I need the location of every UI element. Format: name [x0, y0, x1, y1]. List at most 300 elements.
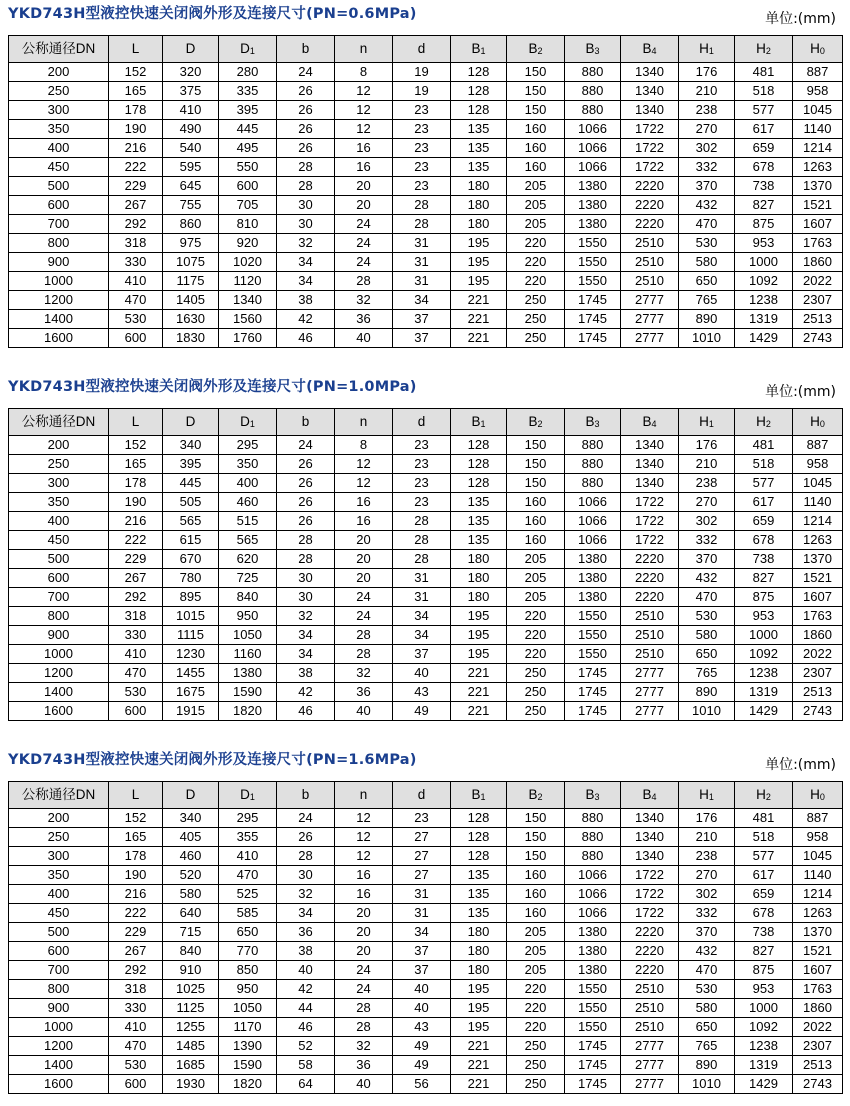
value-cell: 20	[335, 550, 393, 569]
value-cell: 28	[393, 196, 451, 215]
value-cell: 318	[109, 234, 163, 253]
value-cell: 1340	[621, 828, 679, 847]
dn-cell: 250	[9, 828, 109, 847]
value-cell: 890	[679, 683, 735, 702]
value-cell: 190	[109, 120, 163, 139]
value-cell: 31	[393, 253, 451, 272]
value-cell: 302	[679, 885, 735, 904]
value-cell: 43	[393, 1018, 451, 1037]
value-cell: 34	[393, 923, 451, 942]
section-header	[8, 0, 842, 35]
table-row	[9, 1075, 843, 1094]
value-cell: 23	[393, 455, 451, 474]
value-cell: 1405	[163, 291, 219, 310]
value-cell: 585	[219, 904, 277, 923]
value-cell: 1092	[735, 645, 793, 664]
value-cell: 2022	[793, 272, 843, 291]
dn-cell: 900	[9, 999, 109, 1018]
value-cell: 1370	[793, 177, 843, 196]
value-cell: 176	[679, 809, 735, 828]
value-cell: 221	[451, 1037, 507, 1056]
value-cell: 470	[109, 291, 163, 310]
value-cell: 31	[393, 885, 451, 904]
value-cell: 1092	[735, 272, 793, 291]
value-cell: 229	[109, 550, 163, 569]
table-row	[9, 512, 843, 531]
value-cell: 1214	[793, 512, 843, 531]
value-cell: 128	[451, 82, 507, 101]
value-cell: 1722	[621, 139, 679, 158]
dn-cell: 200	[9, 436, 109, 455]
value-cell: 238	[679, 474, 735, 493]
value-cell: 1830	[163, 329, 219, 348]
value-cell: 770	[219, 942, 277, 961]
value-cell: 1860	[793, 626, 843, 645]
table-row	[9, 626, 843, 645]
column-header-5: n	[335, 409, 393, 436]
value-cell: 36	[335, 683, 393, 702]
value-cell: 195	[451, 253, 507, 272]
value-cell: 250	[507, 1056, 565, 1075]
value-cell: 205	[507, 569, 565, 588]
value-cell: 36	[335, 1056, 393, 1075]
value-cell: 38	[277, 664, 335, 683]
value-cell: 1745	[565, 291, 621, 310]
value-cell: 1010	[679, 702, 735, 721]
value-cell: 1429	[735, 702, 793, 721]
dn-cell: 1200	[9, 1037, 109, 1056]
value-cell: 1550	[565, 1018, 621, 1037]
value-cell: 2513	[793, 1056, 843, 1075]
value-cell: 292	[109, 215, 163, 234]
value-cell: 1238	[735, 291, 793, 310]
value-cell: 176	[679, 436, 735, 455]
value-cell: 1066	[565, 531, 621, 550]
value-cell: 150	[507, 809, 565, 828]
value-cell: 432	[679, 942, 735, 961]
value-cell: 150	[507, 847, 565, 866]
value-cell: 26	[277, 120, 335, 139]
value-cell: 1607	[793, 588, 843, 607]
dn-cell: 1000	[9, 272, 109, 291]
value-cell: 725	[219, 569, 277, 588]
value-cell: 2510	[621, 1018, 679, 1037]
value-cell: 38	[277, 291, 335, 310]
value-cell: 56	[393, 1075, 451, 1094]
value-cell: 42	[277, 683, 335, 702]
value-cell: 205	[507, 550, 565, 569]
table-row	[9, 101, 843, 120]
value-cell: 530	[109, 683, 163, 702]
value-cell: 221	[451, 683, 507, 702]
column-header-5: n	[335, 36, 393, 63]
value-cell: 405	[163, 828, 219, 847]
value-cell: 755	[163, 196, 219, 215]
value-cell: 650	[679, 1018, 735, 1037]
value-cell: 1860	[793, 253, 843, 272]
value-cell: 180	[451, 569, 507, 588]
value-cell: 395	[219, 101, 277, 120]
value-cell: 176	[679, 63, 735, 82]
value-cell: 44	[277, 999, 335, 1018]
value-cell: 2022	[793, 645, 843, 664]
value-cell: 1390	[219, 1037, 277, 1056]
table-row	[9, 177, 843, 196]
value-cell: 1160	[219, 645, 277, 664]
value-cell: 180	[451, 550, 507, 569]
value-cell: 810	[219, 215, 277, 234]
value-cell: 1140	[793, 493, 843, 512]
value-cell: 1550	[565, 980, 621, 999]
value-cell: 1045	[793, 474, 843, 493]
value-cell: 2510	[621, 234, 679, 253]
value-cell: 330	[109, 999, 163, 1018]
value-cell: 2743	[793, 1075, 843, 1094]
value-cell: 216	[109, 885, 163, 904]
value-cell: 135	[451, 120, 507, 139]
value-cell: 2777	[621, 329, 679, 348]
value-cell: 1485	[163, 1037, 219, 1056]
value-cell: 460	[219, 493, 277, 512]
table-title: YKD743H型液控快速关闭阀外形及连接尺寸(PN=0.6MPa)	[8, 6, 417, 22]
dimension-table	[8, 781, 843, 1094]
value-cell: 340	[163, 809, 219, 828]
value-cell: 490	[163, 120, 219, 139]
value-cell: 1722	[621, 885, 679, 904]
value-cell: 1745	[565, 683, 621, 702]
value-cell: 180	[451, 588, 507, 607]
value-cell: 250	[507, 683, 565, 702]
value-cell: 530	[679, 234, 735, 253]
value-cell: 530	[109, 310, 163, 329]
value-cell: 530	[109, 1056, 163, 1075]
value-cell: 950	[219, 980, 277, 999]
value-cell: 302	[679, 139, 735, 158]
value-cell: 195	[451, 607, 507, 626]
table-row	[9, 1056, 843, 1075]
value-cell: 1607	[793, 961, 843, 980]
value-cell: 31	[393, 904, 451, 923]
value-cell: 920	[219, 234, 277, 253]
dimension-table	[8, 35, 843, 348]
value-cell: 49	[393, 702, 451, 721]
value-cell: 23	[393, 139, 451, 158]
value-cell: 2510	[621, 272, 679, 291]
value-cell: 953	[735, 234, 793, 253]
value-cell: 270	[679, 866, 735, 885]
value-cell: 12	[335, 809, 393, 828]
table-row	[9, 272, 843, 291]
section-pn10	[8, 373, 842, 721]
value-cell: 1025	[163, 980, 219, 999]
value-cell: 1140	[793, 866, 843, 885]
value-cell: 24	[335, 980, 393, 999]
value-cell: 34	[277, 272, 335, 291]
table-body	[9, 436, 843, 721]
value-cell: 370	[679, 923, 735, 942]
value-cell: 221	[451, 329, 507, 348]
value-cell: 165	[109, 82, 163, 101]
value-cell: 432	[679, 569, 735, 588]
value-cell: 410	[109, 1018, 163, 1037]
value-cell: 16	[335, 139, 393, 158]
value-cell: 600	[109, 702, 163, 721]
value-cell: 1745	[565, 702, 621, 721]
value-cell: 19	[393, 63, 451, 82]
column-header-10: $B_4$	[621, 782, 679, 809]
value-cell: 31	[393, 272, 451, 291]
value-cell: 20	[335, 196, 393, 215]
unit-label: 单位:(mm)	[765, 384, 836, 400]
column-header-9: $B_3$	[565, 36, 621, 63]
table-row	[9, 82, 843, 101]
dn-cell: 1400	[9, 1056, 109, 1075]
value-cell: 495	[219, 139, 277, 158]
value-cell: 250	[507, 664, 565, 683]
value-cell: 577	[735, 101, 793, 120]
value-cell: 28	[277, 531, 335, 550]
value-cell: 1238	[735, 1037, 793, 1056]
value-cell: 370	[679, 550, 735, 569]
value-cell: 135	[451, 512, 507, 531]
value-cell: 470	[219, 866, 277, 885]
value-cell: 1045	[793, 101, 843, 120]
value-cell: 515	[219, 512, 277, 531]
value-cell: 28	[335, 626, 393, 645]
column-header-11: $H_1$	[679, 782, 735, 809]
value-cell: 180	[451, 961, 507, 980]
value-cell: 49	[393, 1037, 451, 1056]
value-cell: 370	[679, 177, 735, 196]
value-cell: 395	[163, 455, 219, 474]
value-cell: 875	[735, 961, 793, 980]
value-cell: 220	[507, 272, 565, 291]
value-cell: 678	[735, 158, 793, 177]
value-cell: 28	[335, 272, 393, 291]
value-cell: 1066	[565, 158, 621, 177]
value-cell: 1000	[735, 253, 793, 272]
value-cell: 565	[219, 531, 277, 550]
value-cell: 26	[277, 828, 335, 847]
value-cell: 23	[393, 809, 451, 828]
value-cell: 332	[679, 158, 735, 177]
table-row	[9, 120, 843, 139]
value-cell: 30	[277, 866, 335, 885]
value-cell: 1590	[219, 1056, 277, 1075]
table-row	[9, 234, 843, 253]
value-cell: 150	[507, 455, 565, 474]
value-cell: 34	[277, 253, 335, 272]
value-cell: 222	[109, 531, 163, 550]
value-cell: 152	[109, 63, 163, 82]
value-cell: 180	[451, 177, 507, 196]
table-row	[9, 683, 843, 702]
value-cell: 880	[565, 474, 621, 493]
value-cell: 26	[277, 139, 335, 158]
value-cell: 178	[109, 474, 163, 493]
dn-cell: 200	[9, 809, 109, 828]
value-cell: 1521	[793, 942, 843, 961]
value-cell: 1380	[565, 588, 621, 607]
value-cell: 1340	[621, 101, 679, 120]
value-cell: 20	[335, 531, 393, 550]
value-cell: 195	[451, 626, 507, 645]
value-cell: 23	[393, 158, 451, 177]
value-cell: 1760	[219, 329, 277, 348]
value-cell: 318	[109, 980, 163, 999]
value-cell: 27	[393, 828, 451, 847]
column-header-3: $D_1$	[219, 409, 277, 436]
table-row	[9, 455, 843, 474]
value-cell: 40	[393, 999, 451, 1018]
value-cell: 270	[679, 493, 735, 512]
value-cell: 34	[393, 291, 451, 310]
table-row	[9, 923, 843, 942]
value-cell: 295	[219, 436, 277, 455]
value-cell: 267	[109, 569, 163, 588]
dn-cell: 500	[9, 177, 109, 196]
value-cell: 12	[335, 82, 393, 101]
value-cell: 160	[507, 512, 565, 531]
value-cell: 221	[451, 1075, 507, 1094]
value-cell: 340	[163, 436, 219, 455]
value-cell: 270	[679, 120, 735, 139]
value-cell: 12	[335, 847, 393, 866]
table-body	[9, 809, 843, 1094]
dn-cell: 400	[9, 139, 109, 158]
table-row	[9, 158, 843, 177]
column-header-11: $H_1$	[679, 36, 735, 63]
value-cell: 205	[507, 923, 565, 942]
value-cell: 765	[679, 1037, 735, 1056]
value-cell: 1380	[565, 550, 621, 569]
value-cell: 152	[109, 436, 163, 455]
value-cell: 1590	[219, 683, 277, 702]
value-cell: 32	[277, 234, 335, 253]
value-cell: 645	[163, 177, 219, 196]
value-cell: 1263	[793, 531, 843, 550]
value-cell: 1263	[793, 158, 843, 177]
value-cell: 210	[679, 828, 735, 847]
value-cell: 659	[735, 512, 793, 531]
value-cell: 220	[507, 234, 565, 253]
value-cell: 1675	[163, 683, 219, 702]
section-pn16	[8, 746, 842, 1094]
dn-cell: 300	[9, 101, 109, 120]
value-cell: 1380	[565, 942, 621, 961]
value-cell: 40	[335, 1075, 393, 1094]
value-cell: 1370	[793, 550, 843, 569]
dn-cell: 350	[9, 866, 109, 885]
value-cell: 1050	[219, 626, 277, 645]
value-cell: 238	[679, 101, 735, 120]
value-cell: 49	[393, 1056, 451, 1075]
value-cell: 23	[393, 474, 451, 493]
value-cell: 27	[393, 866, 451, 885]
table-row	[9, 999, 843, 1018]
dn-cell: 250	[9, 82, 109, 101]
value-cell: 2743	[793, 329, 843, 348]
value-cell: 1066	[565, 866, 621, 885]
value-cell: 150	[507, 63, 565, 82]
value-cell: 738	[735, 550, 793, 569]
value-cell: 1340	[621, 455, 679, 474]
value-cell: 1550	[565, 999, 621, 1018]
value-cell: 1722	[621, 158, 679, 177]
value-cell: 1722	[621, 531, 679, 550]
value-cell: 135	[451, 493, 507, 512]
column-header-6: d	[393, 782, 451, 809]
column-header-10: $B_4$	[621, 36, 679, 63]
value-cell: 1550	[565, 645, 621, 664]
value-cell: 1000	[735, 626, 793, 645]
value-cell: 52	[277, 1037, 335, 1056]
column-header-7: $B_1$	[451, 36, 507, 63]
value-cell: 20	[335, 923, 393, 942]
table-row	[9, 885, 843, 904]
dn-cell: 800	[9, 980, 109, 999]
column-header-4: b	[277, 409, 335, 436]
value-cell: 2220	[621, 923, 679, 942]
value-cell: 195	[451, 234, 507, 253]
value-cell: 481	[735, 809, 793, 828]
value-cell: 24	[277, 809, 335, 828]
value-cell: 765	[679, 291, 735, 310]
value-cell: 221	[451, 664, 507, 683]
value-cell: 659	[735, 885, 793, 904]
value-cell: 160	[507, 493, 565, 512]
value-cell: 318	[109, 607, 163, 626]
value-cell: 890	[679, 310, 735, 329]
value-cell: 410	[219, 847, 277, 866]
value-cell: 1015	[163, 607, 219, 626]
value-cell: 23	[393, 436, 451, 455]
value-cell: 28	[393, 550, 451, 569]
column-header-2: D	[163, 782, 219, 809]
value-cell: 220	[507, 645, 565, 664]
value-cell: 16	[335, 158, 393, 177]
value-cell: 216	[109, 512, 163, 531]
value-cell: 910	[163, 961, 219, 980]
table-row	[9, 588, 843, 607]
dn-cell: 350	[9, 120, 109, 139]
value-cell: 2777	[621, 1037, 679, 1056]
value-cell: 470	[679, 215, 735, 234]
value-cell: 2307	[793, 291, 843, 310]
value-cell: 565	[163, 512, 219, 531]
value-cell: 518	[735, 455, 793, 474]
value-cell: 1319	[735, 683, 793, 702]
value-cell: 330	[109, 626, 163, 645]
value-cell: 1066	[565, 885, 621, 904]
value-cell: 12	[335, 101, 393, 120]
value-cell: 1380	[565, 923, 621, 942]
column-header-0: 公称通径DN	[9, 409, 109, 436]
value-cell: 24	[335, 961, 393, 980]
value-cell: 1319	[735, 310, 793, 329]
value-cell: 31	[393, 588, 451, 607]
value-cell: 1066	[565, 904, 621, 923]
value-cell: 659	[735, 139, 793, 158]
value-cell: 580	[679, 253, 735, 272]
value-cell: 34	[277, 626, 335, 645]
dimension-table	[8, 408, 843, 721]
value-cell: 1120	[219, 272, 277, 291]
value-cell: 875	[735, 215, 793, 234]
value-cell: 195	[451, 999, 507, 1018]
value-cell: 23	[393, 101, 451, 120]
value-cell: 2777	[621, 1056, 679, 1075]
